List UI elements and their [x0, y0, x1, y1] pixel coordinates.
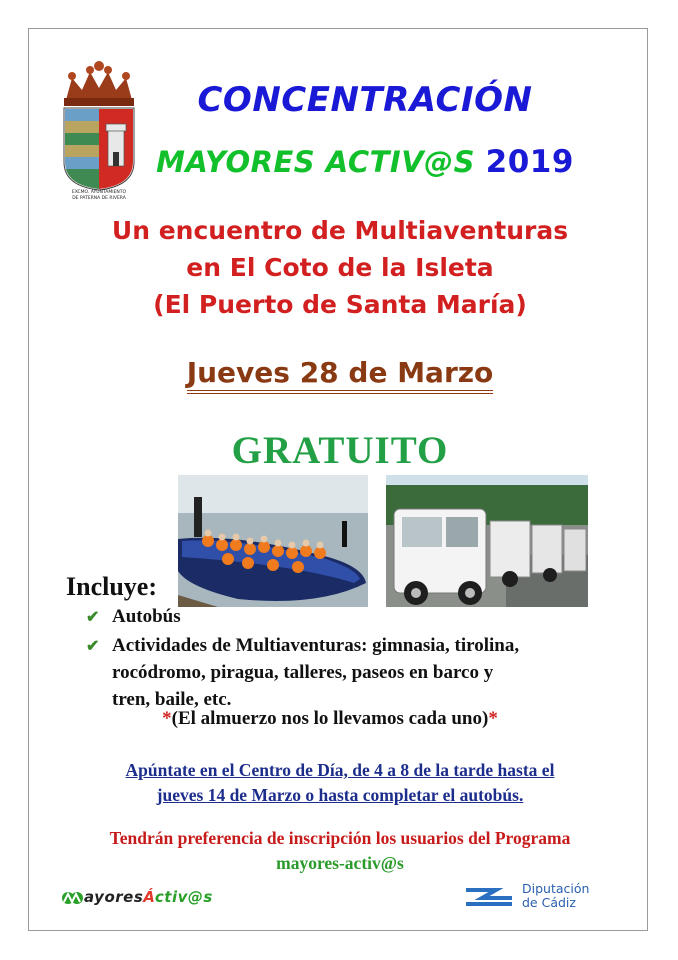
- list-item: ✔ Actividades de Multiaventuras: gimnasia, tirolina, rocódromo, piragua, talleres, paseos en barco y tren, baile, etc.: [86, 635, 520, 710]
- program-name: MAYORES ACTIV@S: [156, 145, 476, 179]
- municipal-crest-logo: [58, 58, 140, 206]
- checkmark-icon: ✔: [86, 609, 100, 626]
- preference-note: Tendrán preferencia de inscripción los usuarios del Programa mayores-activ@s: [109, 828, 571, 873]
- diputacion-logo-text: Diputación de Cádiz: [522, 881, 590, 910]
- page-title: CONCENTRACIÓN: [197, 80, 533, 120]
- event-price: GRATUITO: [231, 429, 449, 472]
- checkmark-icon: ✔: [86, 638, 100, 655]
- mayores-activas-logo: ayoresÁctiv@s: [84, 888, 213, 906]
- crest-caption: EXCMO. AYUNTAMIENTO DE PATERNA DE RIVERA: [71, 190, 127, 201]
- train-photo: [386, 475, 588, 607]
- program-title: [120, 144, 610, 180]
- list-item: ✔ Autobús: [86, 603, 181, 631]
- event-line-3: (El Puerto de Santa María): [153, 290, 527, 319]
- program-year: 2019: [485, 144, 574, 180]
- event-date: Jueves 28 de Marzo: [140, 356, 540, 389]
- event-line-1: Un encuentro de Multiaventuras: [111, 216, 569, 245]
- diputacion-logo-icon: [462, 882, 516, 912]
- includes-heading: Incluye:: [66, 572, 157, 601]
- boat-photo: [178, 475, 368, 607]
- mayores-activas-m-icon: [62, 888, 84, 908]
- lunch-note: *(El almuerzo nos lo llevamos cada uno)*: [162, 708, 498, 729]
- event-line-2: en El Coto de la Isleta: [186, 253, 494, 282]
- signup-info: Apúntate en el Centro de Día, de 4 a 8 de la tarde hasta el jueves 14 de Marzo o hasta completar el autobús.: [125, 760, 555, 805]
- event-description: [60, 212, 620, 323]
